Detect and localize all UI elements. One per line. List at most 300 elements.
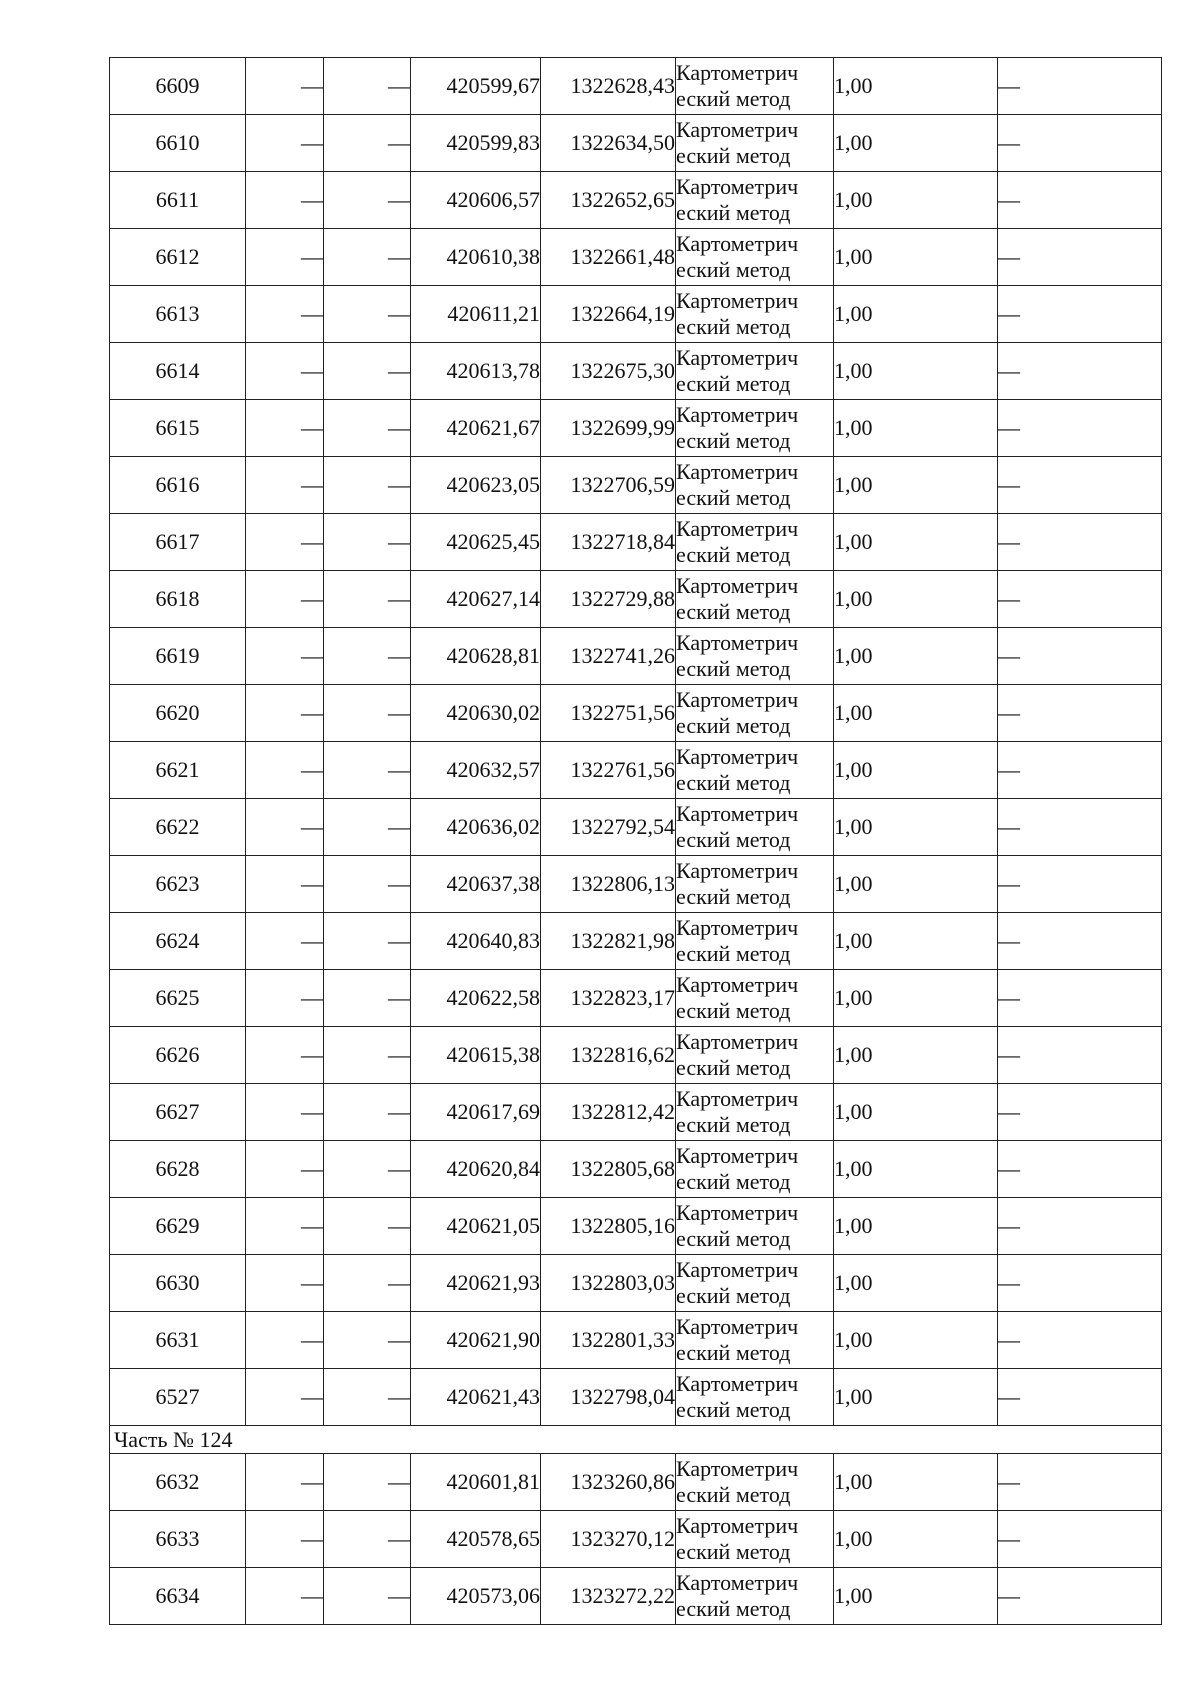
coordinate-y-cell: 1322805,68 — [541, 1141, 676, 1198]
coordinate-y-cell: 1322812,42 — [541, 1084, 676, 1141]
coordinate-x-cell: 420627,14 — [411, 571, 541, 628]
precision-cell: 1,00 — [834, 343, 998, 400]
coordinate-y-cell: 1322706,59 — [541, 457, 676, 514]
empty-dash-cell: — — [324, 286, 411, 343]
method-text-line1: Картометрич — [676, 1456, 799, 1481]
empty-dash-cell: — — [246, 1084, 324, 1141]
table-body — [110, 58, 1162, 1625]
method-cell — [676, 685, 834, 742]
empty-dash-cell: — — [324, 970, 411, 1027]
method-text-line1: Картометрич — [676, 1086, 799, 1111]
point-number-cell: 6613 — [110, 286, 246, 343]
point-number-cell: 6620 — [110, 685, 246, 742]
coordinate-y-cell: 1322806,13 — [541, 856, 676, 913]
method-text-line1: Картометрич — [676, 801, 799, 826]
table-row — [110, 58, 1162, 115]
empty-dash-cell: — — [998, 229, 1162, 286]
method-text-line2: еский метод — [676, 1397, 791, 1422]
empty-dash-cell: — — [998, 286, 1162, 343]
method-cell — [676, 1141, 834, 1198]
coordinate-x-cell: 420621,67 — [411, 400, 541, 457]
method-cell — [676, 58, 834, 115]
coordinate-y-cell: 1322741,26 — [541, 628, 676, 685]
point-number-cell: 6633 — [110, 1511, 246, 1568]
method-text-line1: Картометрич — [676, 60, 799, 85]
coordinate-x-cell: 420599,67 — [411, 58, 541, 115]
method-text-line2: еский метод — [676, 656, 791, 681]
precision-cell: 1,00 — [834, 1312, 998, 1369]
empty-dash-cell: — — [324, 1511, 411, 1568]
method-text-line1: Картометрич — [676, 1029, 799, 1054]
empty-dash-cell: — — [246, 172, 324, 229]
empty-dash-cell: — — [246, 1255, 324, 1312]
point-number-cell: 6627 — [110, 1084, 246, 1141]
method-cell — [676, 970, 834, 1027]
coordinate-x-cell: 420630,02 — [411, 685, 541, 742]
method-cell — [676, 343, 834, 400]
empty-dash-cell: — — [324, 1568, 411, 1625]
empty-dash-cell: — — [324, 172, 411, 229]
empty-dash-cell: — — [998, 1198, 1162, 1255]
empty-dash-cell: — — [246, 799, 324, 856]
empty-dash-cell: — — [998, 1454, 1162, 1511]
empty-dash-cell: — — [998, 115, 1162, 172]
coordinate-x-cell: 420636,02 — [411, 799, 541, 856]
table-row — [110, 913, 1162, 970]
method-cell — [676, 1084, 834, 1141]
coordinate-y-cell: 1322661,48 — [541, 229, 676, 286]
empty-dash-cell: — — [246, 1454, 324, 1511]
empty-dash-cell: — — [324, 1084, 411, 1141]
empty-dash-cell: — — [324, 685, 411, 742]
coordinate-x-cell: 420606,57 — [411, 172, 541, 229]
empty-dash-cell: — — [998, 1084, 1162, 1141]
precision-cell: 1,00 — [834, 1454, 998, 1511]
empty-dash-cell: — — [246, 343, 324, 400]
point-number-cell: 6632 — [110, 1454, 246, 1511]
point-number-cell: 6616 — [110, 457, 246, 514]
method-text-line1: Картометрич — [676, 345, 799, 370]
empty-dash-cell: — — [324, 457, 411, 514]
table-row — [110, 286, 1162, 343]
coordinate-x-cell: 420599,83 — [411, 115, 541, 172]
method-cell — [676, 514, 834, 571]
method-cell — [676, 400, 834, 457]
coordinate-x-cell: 420640,83 — [411, 913, 541, 970]
coordinate-y-cell: 1323270,12 — [541, 1511, 676, 1568]
precision-cell: 1,00 — [834, 172, 998, 229]
empty-dash-cell: — — [324, 913, 411, 970]
empty-dash-cell: — — [998, 343, 1162, 400]
empty-dash-cell: — — [998, 457, 1162, 514]
empty-dash-cell: — — [324, 799, 411, 856]
method-text-line1: Картометрич — [676, 915, 799, 940]
empty-dash-cell: — — [246, 571, 324, 628]
method-cell — [676, 913, 834, 970]
method-text-line2: еский метод — [676, 1055, 791, 1080]
method-cell — [676, 229, 834, 286]
empty-dash-cell: — — [998, 1568, 1162, 1625]
table-row — [110, 514, 1162, 571]
precision-cell: 1,00 — [834, 457, 998, 514]
coordinate-y-cell: 1322718,84 — [541, 514, 676, 571]
method-text-line1: Картометрич — [676, 573, 799, 598]
coordinate-y-cell: 1322816,62 — [541, 1027, 676, 1084]
empty-dash-cell: — — [324, 1454, 411, 1511]
point-number-cell: 6625 — [110, 970, 246, 1027]
method-text-line1: Картометрич — [676, 1314, 799, 1339]
coordinate-x-cell: 420621,05 — [411, 1198, 541, 1255]
point-number-cell: 6622 — [110, 799, 246, 856]
method-text-line1: Картометрич — [676, 516, 799, 541]
table-row — [110, 457, 1162, 514]
precision-cell: 1,00 — [834, 286, 998, 343]
coordinate-x-cell: 420611,21 — [411, 286, 541, 343]
coordinate-y-cell: 1322751,56 — [541, 685, 676, 742]
method-text-line2: еский метод — [676, 314, 791, 339]
point-number-cell: 6611 — [110, 172, 246, 229]
empty-dash-cell: — — [246, 115, 324, 172]
point-number-cell: 6612 — [110, 229, 246, 286]
empty-dash-cell: — — [324, 229, 411, 286]
method-text-line2: еский метод — [676, 1596, 791, 1621]
empty-dash-cell: — — [998, 1312, 1162, 1369]
empty-dash-cell: — — [246, 286, 324, 343]
method-text-line2: еский метод — [676, 200, 791, 225]
empty-dash-cell: — — [998, 1511, 1162, 1568]
table-row — [110, 115, 1162, 172]
empty-dash-cell: — — [998, 799, 1162, 856]
table-row — [110, 1369, 1162, 1426]
part-label: Часть № 124 — [110, 1426, 1162, 1454]
coordinate-y-cell: 1322634,50 — [541, 115, 676, 172]
method-text-line2: еский метод — [676, 485, 791, 510]
method-text-line1: Картометрич — [676, 744, 799, 769]
point-number-cell: 6626 — [110, 1027, 246, 1084]
precision-cell: 1,00 — [834, 1369, 998, 1426]
method-text-line2: еский метод — [676, 713, 791, 738]
coordinate-y-cell: 1322628,43 — [541, 58, 676, 115]
empty-dash-cell: — — [324, 1027, 411, 1084]
empty-dash-cell: — — [324, 1198, 411, 1255]
method-text-line2: еский метод — [676, 1112, 791, 1137]
empty-dash-cell: — — [998, 856, 1162, 913]
point-number-cell: 6617 — [110, 514, 246, 571]
method-text-line2: еский метод — [676, 1340, 791, 1365]
method-text-line1: Картометрич — [676, 231, 799, 256]
method-cell — [676, 856, 834, 913]
table-row — [110, 1312, 1162, 1369]
point-number-cell: 6615 — [110, 400, 246, 457]
empty-dash-cell: — — [246, 1511, 324, 1568]
empty-dash-cell: — — [998, 742, 1162, 799]
table-row — [110, 742, 1162, 799]
table-row — [110, 1198, 1162, 1255]
method-text-line1: Картометрич — [676, 117, 799, 142]
method-text-line2: еский метод — [676, 1283, 791, 1308]
empty-dash-cell: — — [246, 856, 324, 913]
empty-dash-cell: — — [246, 400, 324, 457]
point-number-cell: 6609 — [110, 58, 246, 115]
table-row — [110, 970, 1162, 1027]
method-cell — [676, 1369, 834, 1426]
method-text-line1: Картометрич — [676, 858, 799, 883]
precision-cell: 1,00 — [834, 1511, 998, 1568]
method-cell — [676, 1511, 834, 1568]
empty-dash-cell: — — [998, 58, 1162, 115]
table-row — [110, 685, 1162, 742]
empty-dash-cell: — — [324, 628, 411, 685]
point-number-cell: 6628 — [110, 1141, 246, 1198]
method-cell — [676, 115, 834, 172]
coordinate-y-cell: 1322821,98 — [541, 913, 676, 970]
empty-dash-cell: — — [246, 1027, 324, 1084]
method-cell — [676, 457, 834, 514]
point-number-cell: 6610 — [110, 115, 246, 172]
method-text-line1: Картометрич — [676, 972, 799, 997]
table-row — [110, 628, 1162, 685]
empty-dash-cell: — — [324, 115, 411, 172]
table-row — [110, 1511, 1162, 1568]
method-text-line1: Картометрич — [676, 402, 799, 427]
empty-dash-cell: — — [324, 1141, 411, 1198]
coordinate-x-cell: 420623,05 — [411, 457, 541, 514]
empty-dash-cell: — — [246, 1198, 324, 1255]
empty-dash-cell: — — [246, 628, 324, 685]
method-text-line2: еский метод — [676, 542, 791, 567]
coordinate-x-cell: 420617,69 — [411, 1084, 541, 1141]
empty-dash-cell: — — [324, 742, 411, 799]
empty-dash-cell: — — [324, 1369, 411, 1426]
point-number-cell: 6634 — [110, 1568, 246, 1625]
empty-dash-cell: — — [998, 628, 1162, 685]
method-text-line1: Картометрич — [676, 1200, 799, 1225]
empty-dash-cell: — — [998, 1027, 1162, 1084]
empty-dash-cell: — — [246, 58, 324, 115]
method-cell — [676, 1312, 834, 1369]
coordinate-x-cell: 420621,90 — [411, 1312, 541, 1369]
empty-dash-cell: — — [324, 400, 411, 457]
table-row — [110, 1084, 1162, 1141]
point-number-cell: 6631 — [110, 1312, 246, 1369]
empty-dash-cell: — — [246, 685, 324, 742]
precision-cell: 1,00 — [834, 970, 998, 1027]
coordinate-y-cell: 1323272,22 — [541, 1568, 676, 1625]
empty-dash-cell: — — [246, 1568, 324, 1625]
empty-dash-cell: — — [246, 1369, 324, 1426]
method-text-line1: Картометрич — [676, 630, 799, 655]
empty-dash-cell: — — [324, 856, 411, 913]
empty-dash-cell: — — [998, 172, 1162, 229]
precision-cell: 1,00 — [834, 58, 998, 115]
coordinate-x-cell: 420601,81 — [411, 1454, 541, 1511]
coordinate-x-cell: 420625,45 — [411, 514, 541, 571]
empty-dash-cell: — — [246, 457, 324, 514]
empty-dash-cell: — — [246, 1141, 324, 1198]
coordinate-y-cell: 1322801,33 — [541, 1312, 676, 1369]
method-text-line2: еский метод — [676, 941, 791, 966]
table-row — [110, 1568, 1162, 1625]
empty-dash-cell: — — [998, 1255, 1162, 1312]
method-text-line2: еский метод — [676, 599, 791, 624]
empty-dash-cell: — — [246, 514, 324, 571]
table-row — [110, 400, 1162, 457]
method-text-line2: еский метод — [676, 257, 791, 282]
coordinate-y-cell: 1322652,65 — [541, 172, 676, 229]
empty-dash-cell: — — [324, 514, 411, 571]
precision-cell: 1,00 — [834, 685, 998, 742]
method-text-line2: еский метод — [676, 143, 791, 168]
method-text-line2: еский метод — [676, 371, 791, 396]
empty-dash-cell: — — [246, 742, 324, 799]
precision-cell: 1,00 — [834, 1198, 998, 1255]
precision-cell: 1,00 — [834, 229, 998, 286]
method-text-line2: еский метод — [676, 770, 791, 795]
coordinate-x-cell: 420620,84 — [411, 1141, 541, 1198]
precision-cell: 1,00 — [834, 1255, 998, 1312]
empty-dash-cell: — — [246, 970, 324, 1027]
point-number-cell: 6618 — [110, 571, 246, 628]
point-number-cell: 6629 — [110, 1198, 246, 1255]
method-text-line2: еский метод — [676, 428, 791, 453]
point-number-cell: 6630 — [110, 1255, 246, 1312]
method-text-line1: Картометрич — [676, 1257, 799, 1282]
method-cell — [676, 571, 834, 628]
table-row — [110, 343, 1162, 400]
empty-dash-cell: — — [246, 913, 324, 970]
point-number-cell: 6614 — [110, 343, 246, 400]
coordinate-y-cell: 1323260,86 — [541, 1454, 676, 1511]
coordinate-x-cell: 420637,38 — [411, 856, 541, 913]
precision-cell: 1,00 — [834, 856, 998, 913]
coordinate-y-cell: 1322792,54 — [541, 799, 676, 856]
table-row — [110, 799, 1162, 856]
precision-cell: 1,00 — [834, 799, 998, 856]
method-text-line1: Картометрич — [676, 1143, 799, 1168]
method-cell — [676, 172, 834, 229]
table-row — [110, 1141, 1162, 1198]
method-text-line2: еский метод — [676, 1169, 791, 1194]
coordinate-y-cell: 1322664,19 — [541, 286, 676, 343]
part-header-row — [110, 1426, 1162, 1454]
table-row — [110, 229, 1162, 286]
method-text-line1: Картометрич — [676, 1570, 799, 1595]
method-text-line1: Картометрич — [676, 1371, 799, 1396]
method-cell — [676, 742, 834, 799]
method-text-line1: Картометрич — [676, 459, 799, 484]
coordinate-y-cell: 1322699,99 — [541, 400, 676, 457]
empty-dash-cell: — — [246, 229, 324, 286]
empty-dash-cell: — — [246, 1312, 324, 1369]
method-text-line1: Картометрич — [676, 1513, 799, 1538]
coordinate-x-cell: 420622,58 — [411, 970, 541, 1027]
coordinate-y-cell: 1322729,88 — [541, 571, 676, 628]
empty-dash-cell: — — [998, 685, 1162, 742]
method-cell — [676, 1198, 834, 1255]
method-cell — [676, 1454, 834, 1511]
coordinate-x-cell: 420632,57 — [411, 742, 541, 799]
method-text-line2: еский метод — [676, 884, 791, 909]
table-row — [110, 856, 1162, 913]
coordinate-x-cell: 420621,93 — [411, 1255, 541, 1312]
empty-dash-cell: — — [998, 400, 1162, 457]
empty-dash-cell: — — [998, 571, 1162, 628]
table-row — [110, 571, 1162, 628]
empty-dash-cell: — — [998, 514, 1162, 571]
method-text-line1: Картометрич — [676, 687, 799, 712]
coordinate-x-cell: 420621,43 — [411, 1369, 541, 1426]
point-number-cell: 6621 — [110, 742, 246, 799]
method-text-line1: Картометрич — [676, 288, 799, 313]
coordinate-x-cell: 420578,65 — [411, 1511, 541, 1568]
coordinate-x-cell: 420610,38 — [411, 229, 541, 286]
method-cell — [676, 286, 834, 343]
precision-cell: 1,00 — [834, 1568, 998, 1625]
coordinate-x-cell: 420628,81 — [411, 628, 541, 685]
method-text-line2: еский метод — [676, 86, 791, 111]
method-text-line2: еский метод — [676, 1539, 791, 1564]
coordinate-y-cell: 1322803,03 — [541, 1255, 676, 1312]
empty-dash-cell: — — [324, 1312, 411, 1369]
precision-cell: 1,00 — [834, 1141, 998, 1198]
method-cell — [676, 1027, 834, 1084]
coordinate-y-cell: 1322798,04 — [541, 1369, 676, 1426]
point-number-cell: 6527 — [110, 1369, 246, 1426]
empty-dash-cell: — — [324, 343, 411, 400]
coordinate-x-cell: 420573,06 — [411, 1568, 541, 1625]
method-cell — [676, 799, 834, 856]
precision-cell: 1,00 — [834, 115, 998, 172]
empty-dash-cell: — — [998, 970, 1162, 1027]
table-row — [110, 1255, 1162, 1312]
empty-dash-cell: — — [324, 1255, 411, 1312]
precision-cell: 1,00 — [834, 742, 998, 799]
coordinate-y-cell: 1322805,16 — [541, 1198, 676, 1255]
coordinate-x-cell: 420613,78 — [411, 343, 541, 400]
method-text-line2: еский метод — [676, 1482, 791, 1507]
method-text-line2: еский метод — [676, 827, 791, 852]
coordinate-x-cell: 420615,38 — [411, 1027, 541, 1084]
method-cell — [676, 1255, 834, 1312]
point-number-cell: 6623 — [110, 856, 246, 913]
empty-dash-cell: — — [324, 58, 411, 115]
precision-cell: 1,00 — [834, 1027, 998, 1084]
precision-cell: 1,00 — [834, 514, 998, 571]
empty-dash-cell: — — [324, 571, 411, 628]
precision-cell: 1,00 — [834, 571, 998, 628]
method-cell — [676, 1568, 834, 1625]
coordinate-y-cell: 1322823,17 — [541, 970, 676, 1027]
method-text-line1: Картометрич — [676, 174, 799, 199]
table-row — [110, 172, 1162, 229]
point-number-cell: 6619 — [110, 628, 246, 685]
table-row — [110, 1027, 1162, 1084]
precision-cell: 1,00 — [834, 913, 998, 970]
method-cell — [676, 628, 834, 685]
coordinate-y-cell: 1322761,56 — [541, 742, 676, 799]
precision-cell: 1,00 — [834, 628, 998, 685]
empty-dash-cell: — — [998, 1369, 1162, 1426]
point-number-cell: 6624 — [110, 913, 246, 970]
empty-dash-cell: — — [998, 1141, 1162, 1198]
method-text-line2: еский метод — [676, 1226, 791, 1251]
method-text-line2: еский метод — [676, 998, 791, 1023]
coordinate-y-cell: 1322675,30 — [541, 343, 676, 400]
table-row — [110, 1454, 1162, 1511]
precision-cell: 1,00 — [834, 1084, 998, 1141]
precision-cell: 1,00 — [834, 400, 998, 457]
empty-dash-cell: — — [998, 913, 1162, 970]
